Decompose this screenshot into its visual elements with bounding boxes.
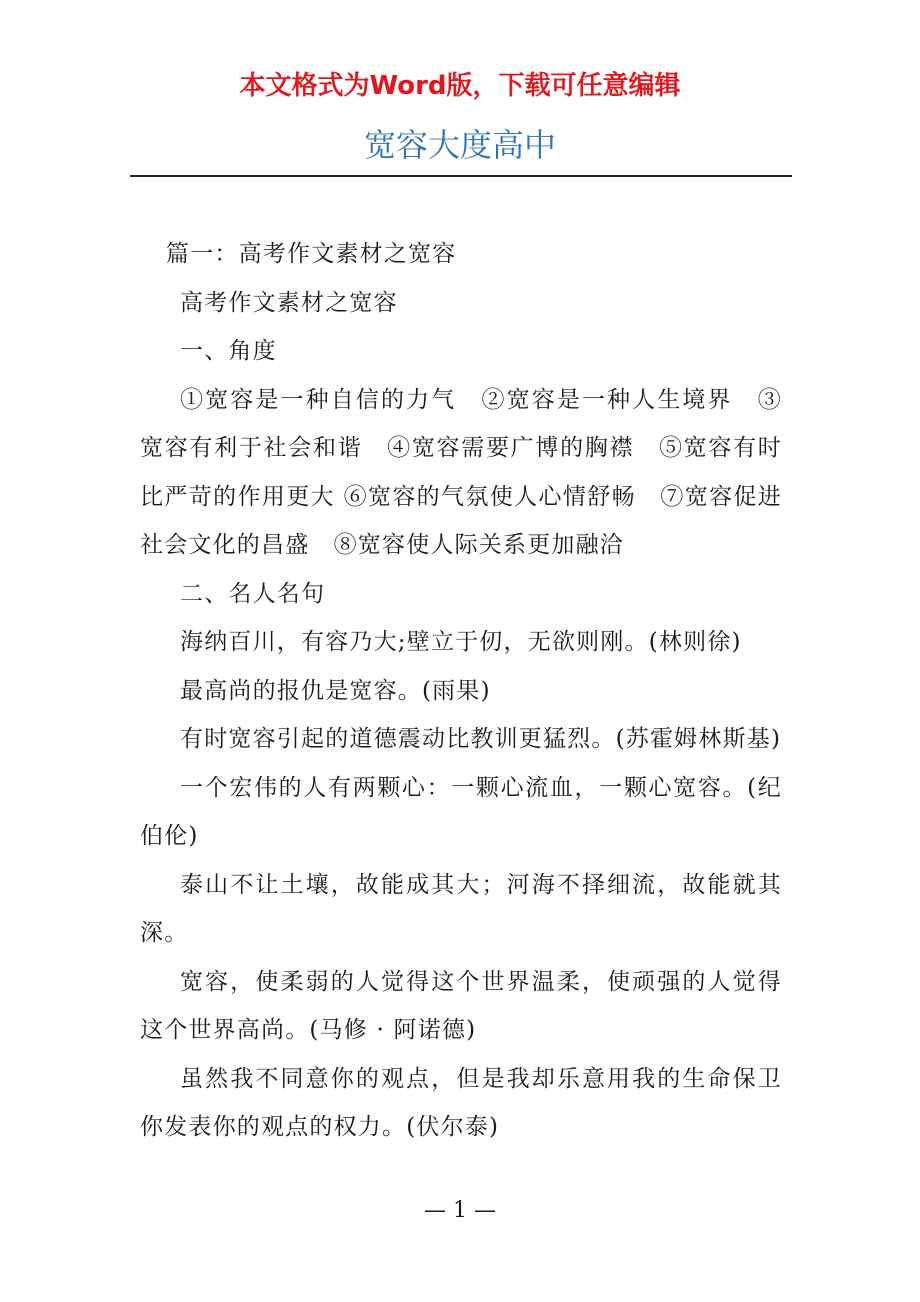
format-banner: 本文格式为Word版，下载可任意编辑 [239, 71, 681, 101]
heading-angles: 一、角度 [180, 338, 277, 364]
section-heading-part-one: 篇一：高考作文素材之宽容 [166, 241, 457, 267]
page-number: — 1 — [424, 1198, 496, 1223]
document-body [140, 230, 782, 1152]
quote-taishan: 泰山不让土壤，故能成其大；河海不择细流，故能就其深。 [140, 871, 782, 946]
title-divider [130, 175, 792, 177]
quote-sukhomlinsky: 有时宽容引起的道德震动比教训更猛烈。(苏霍姆林斯基) [180, 726, 782, 752]
quote-voltaire: 虽然我不同意你的观点，但是我却乐意用我的生命保卫你发表你的观点的权力。(伏尔泰) [140, 1065, 782, 1140]
quote-lin-zexu: 海纳百川，有容乃大;壁立于仞，无欲则刚。(林则徐) [180, 629, 742, 655]
heading-famous-quotes: 二、名人名句 [180, 580, 326, 607]
quote-gibran: 一个宏伟的人有两颗心：一颗心流血，一颗心宽容。(纪伯伦) [140, 774, 782, 849]
angles-list: ①宽容是一种自信的力气 ②宽容是一种人生境界 ③宽容有利于社会和谐 ④宽容需要广博的胸襟 ⑤宽容有时比严苛的作用更大 ⑥宽容的气氛使人心情舒畅 ⑦宽容促进社会文化的昌盛 ⑧宽容使人际关系更加融洽 [140, 386, 782, 558]
quote-hugo: 最高尚的报仇是宽容。(雨果) [180, 677, 491, 704]
document-title: 宽容大度高中 [363, 126, 556, 164]
quote-arnold: 宽容，使柔弱的人觉得这个世界温柔，使顽强的人觉得这个世界高尚。(马修 · 阿诺德) [140, 968, 782, 1043]
article-title: 高考作文素材之宽容 [180, 289, 398, 316]
